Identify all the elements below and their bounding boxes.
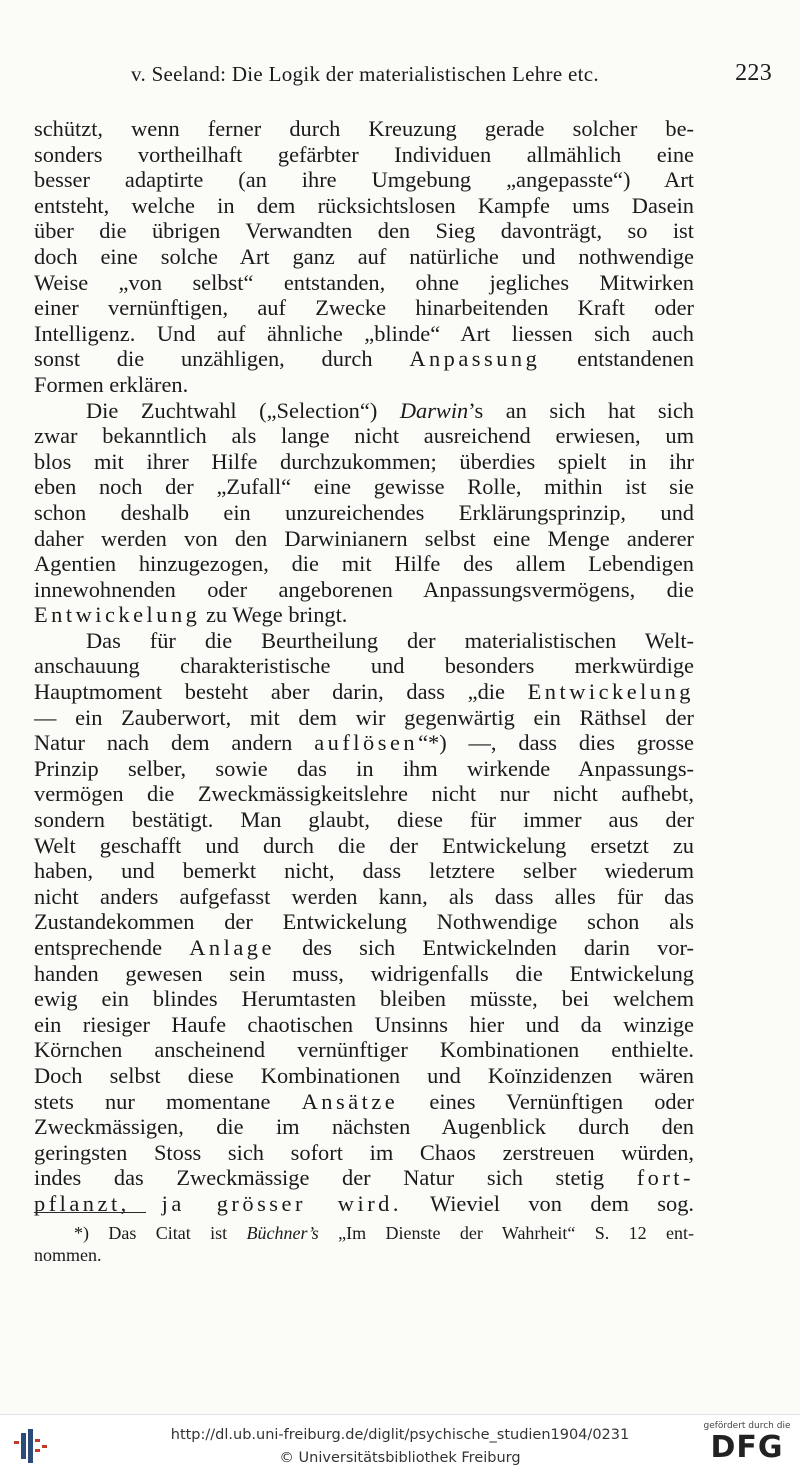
text-line xyxy=(34,730,694,756)
text-line: einer vernünftigen, auf Zwecke hinarbeitenden Kraft oder xyxy=(34,295,694,321)
text-fragment: entsprechende xyxy=(34,935,163,960)
page-header xyxy=(34,60,772,87)
text-line: besser adaptirte (an ihre Umgebung „angepasste“) Art xyxy=(34,167,694,193)
spaced-word: Entwickelung xyxy=(34,602,201,628)
text-line xyxy=(34,679,694,705)
text-line: Intelligenz. Und auf ähnliche „blinde“ Art liessen sich auch xyxy=(34,320,694,346)
text-line xyxy=(34,398,694,424)
document-url-link[interactable]: http://dl.ub.uni-freiburg.de/diglit/psychische_studien1904/0231 xyxy=(170,1427,630,1443)
text-line: Agentien hinzugezogen, die mit Hilfe des allem Lebendigen xyxy=(34,551,694,577)
text-line: daher werden von den Darwinianern selbst eine Menge anderer xyxy=(34,525,694,551)
spaced-word: Ansätze xyxy=(301,1088,399,1114)
text-line xyxy=(34,1089,694,1115)
text-fragment: Wieviel von dem sog. xyxy=(429,1190,694,1216)
text-line: blos mit ihrer Hilfe durchzukommen; überdies spielt in ihr xyxy=(34,448,694,474)
text-line: innewohnenden oder angeborenen Anpassungsvermögens, die xyxy=(34,576,694,602)
text-fragment: sonst die unzähligen, durch xyxy=(34,346,373,372)
spaced-word: fort- xyxy=(636,1165,694,1191)
dfg-logo xyxy=(702,1421,792,1465)
page-number: 223 xyxy=(735,60,772,86)
text-fragment: entstandenen xyxy=(577,346,694,372)
footnote xyxy=(34,1222,694,1266)
text-line: haben, und bemerkt nicht, dass letztere selber wiederum xyxy=(34,858,694,884)
copyright-text: © Universitätsbibliothek Freiburg xyxy=(279,1450,521,1466)
text-fragment: eines Vernünftigen oder xyxy=(429,1088,694,1114)
text-fragment: Hauptmoment besteht aber darin, dass „die xyxy=(34,679,505,705)
text-line: sondern bestätigt. Man glaubt, diese für immer aus der xyxy=(34,807,694,833)
text-fragment: indes das Zweckmässige der Natur sich stetig xyxy=(34,1165,605,1191)
text-line: schützt, wenn ferner durch Kreuzung gerade solcher be- xyxy=(34,116,694,141)
text-line: doch eine solche Art ganz auf natürliche und nothwendige xyxy=(34,243,694,269)
text-line: Doch selbst diese Kombinationen und Koïnzidenzen wären xyxy=(34,1062,694,1088)
text-line: entsteht, welche in dem rücksichtslosen Kampfe ums Dasein xyxy=(34,192,694,218)
text-fragment: stets nur momentane xyxy=(34,1088,271,1114)
text-line: Zweckmässigen, die im nächsten Augenblick durch den xyxy=(34,1114,694,1140)
body-text xyxy=(34,116,694,1217)
spaced-word: pflanzt, ja grösser wird. xyxy=(34,1190,402,1216)
footnote-text: „Im Dienste der Wahrheit“ S. 12 ent- xyxy=(338,1223,694,1243)
text-line: sonders vortheilhaft gefärbter Individuen allmählich eine xyxy=(34,141,694,167)
text-line xyxy=(34,935,694,961)
text-line: ewig ein blindes Herumtasten bleiben müsste, bei welchem xyxy=(34,986,694,1012)
viewer-footer xyxy=(0,1414,800,1473)
text-line: ein riesiger Haufe chaotischen Unsinns hier und da winzige xyxy=(34,1011,694,1037)
footnote-author: Büchner’s xyxy=(246,1223,319,1243)
text-line: vermögen die Zweckmässigkeitslehre nicht nur nicht aufhebt, xyxy=(34,781,694,807)
text-line: Formen erklären. xyxy=(34,371,189,397)
spaced-word: Anpassung xyxy=(409,346,541,372)
spaced-word: auflösen xyxy=(314,730,419,756)
italic-name: Darwin xyxy=(399,397,469,423)
text-line xyxy=(34,1165,694,1191)
text-fragment: ’s an sich hat sich xyxy=(468,397,694,423)
footnote-line: nommen. xyxy=(34,1245,102,1265)
text-line: Das für die Beurtheilung der materialistischen Welt- xyxy=(86,627,694,653)
text-line: — ein Zauberwort, mit dem wir gegenwärtig ein Räthsel der xyxy=(34,704,694,730)
spaced-word: Entwickelung xyxy=(527,679,694,705)
footnote-line xyxy=(34,1222,694,1244)
text-line: nicht anders aufgefasst werden kann, als dass alles für das xyxy=(34,883,694,909)
text-line: Prinzip selber, sowie das in ihm wirkende Anpassungs- xyxy=(34,755,694,781)
text-fragment: des sich Entwickelnden darin vor- xyxy=(302,935,694,960)
spaced-word: Anlage xyxy=(189,935,275,960)
text-line: Körnchen anscheinend vernünftiger Kombinationen enthielte. xyxy=(34,1037,694,1063)
footnote-rule xyxy=(34,1212,146,1213)
text-line: eben noch der „Zufall“ eine gewisse Rolle, mithin ist sie xyxy=(34,474,694,500)
text-line: schon deshalb ein unzureichendes Erklärungsprinzip, und xyxy=(34,499,694,525)
text-line: zwar bekanntlich als lange nicht ausreichend erwiesen, um xyxy=(34,423,694,449)
text-fragment: Die Zuchtwahl („Selection“) xyxy=(86,397,378,423)
dfg-caption: gefördert durch die xyxy=(703,1421,791,1431)
text-line: Zustandekommen der Entwickelung Nothwendige schon als xyxy=(34,909,694,935)
dfg-logo-text: DFG xyxy=(710,1430,784,1465)
text-fragment: “*) —, dass dies grosse xyxy=(418,730,694,756)
text-line: handen gewesen sein muss, widrigenfalls die Entwickelung xyxy=(34,960,694,986)
text-fragment: Natur nach dem andern xyxy=(34,730,293,756)
text-fragment: zu Wege bringt. xyxy=(205,602,348,628)
text-line: über die übrigen Verwandten den Sieg davonträgt, so ist xyxy=(34,218,694,244)
text-line: geringsten Stoss sich sofort im Chaos zerstreuen würden, xyxy=(34,1139,694,1165)
text-line: anschauung charakteristische und besonders merkwürdige xyxy=(34,653,694,679)
text-line xyxy=(34,346,694,372)
text-line: Weise „von selbst“ entstanden, ohne jegliches Mitwirken xyxy=(34,269,694,295)
text-line xyxy=(34,602,694,628)
running-title: v. Seeland: Die Logik der materialistischen Lehre etc. xyxy=(131,62,599,86)
text-line: Welt geschafft und durch die der Entwickelung ersetzt zu xyxy=(34,832,694,858)
footnote-marker: *) Das Citat ist xyxy=(74,1223,228,1243)
